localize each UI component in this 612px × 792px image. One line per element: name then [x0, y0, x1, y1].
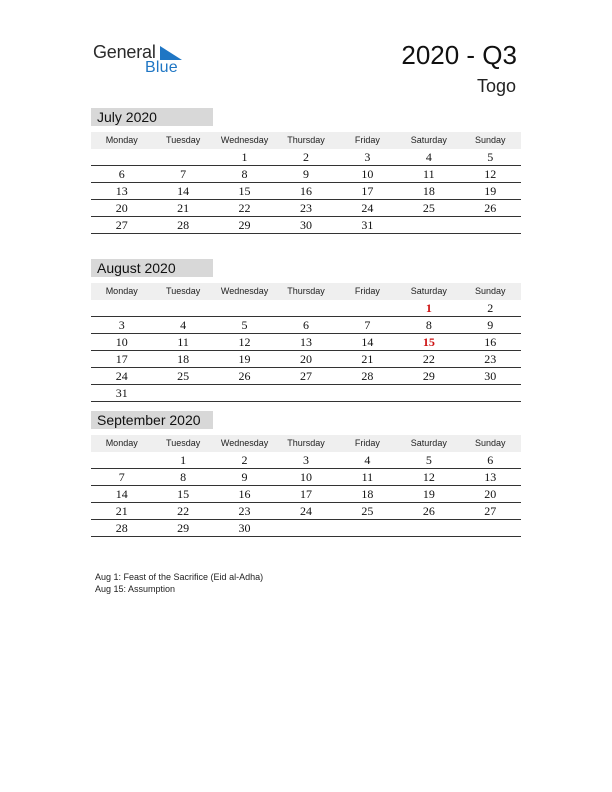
day-cell: 18 — [361, 487, 374, 501]
day-cell: 11 — [177, 335, 189, 349]
week-rows — [91, 452, 521, 537]
weekday-label: Sunday — [474, 286, 506, 296]
day-cell: 30 — [484, 369, 497, 383]
weekday-label: Friday — [354, 286, 380, 296]
weekday-label: Monday — [105, 438, 138, 448]
day-cell: 21 — [177, 201, 190, 215]
week-rows — [91, 149, 521, 234]
day-cell: 10 — [115, 335, 128, 349]
page-title: 2020 - Q3 — [401, 40, 517, 70]
day-cell: 15 — [422, 335, 435, 349]
day-cell: 28 — [115, 521, 128, 535]
day-cell: 12 — [238, 335, 251, 349]
holiday-notes — [95, 571, 263, 595]
day-cell: 1 — [425, 301, 432, 315]
brand-logo — [93, 40, 193, 80]
day-cell: 25 — [361, 504, 374, 518]
holiday-note: Aug 15: Assumption — [95, 584, 176, 594]
weekday-label: Wednesday — [220, 135, 269, 145]
day-cell — [91, 149, 152, 165]
day-cell — [214, 385, 275, 401]
day-cell: 19 — [422, 487, 435, 501]
day-cell: 27 — [484, 504, 497, 518]
weekday-label: Monday — [105, 135, 138, 145]
weekday-label: Friday — [354, 135, 380, 145]
day-cell: 6 — [487, 453, 494, 467]
day-cell: 6 — [302, 318, 309, 332]
day-cell: 27 — [115, 218, 128, 232]
day-cell: 1 — [180, 453, 187, 467]
day-cell — [398, 385, 459, 401]
day-cell: 22 — [422, 352, 435, 366]
day-cell: 27 — [299, 369, 312, 383]
week-row — [91, 351, 521, 368]
day-cell: 25 — [422, 201, 435, 215]
day-cell — [275, 300, 336, 316]
day-cell: 14 — [177, 184, 190, 198]
week-row — [91, 166, 521, 183]
day-cell: 1 — [241, 150, 248, 164]
weekday-label: Monday — [105, 286, 138, 296]
month-calendar-july — [91, 108, 521, 234]
day-cell: 3 — [302, 453, 309, 467]
week-row — [91, 520, 521, 537]
day-cell: 3 — [118, 318, 125, 332]
week-row — [91, 300, 521, 317]
day-cell: 13 — [115, 184, 128, 198]
day-cell — [460, 217, 521, 233]
day-cell — [337, 300, 398, 316]
logo-triangle-icon — [160, 46, 182, 60]
week-row — [91, 149, 521, 166]
day-cell — [460, 520, 521, 536]
month-header: August 2020 — [91, 259, 213, 277]
day-cell: 9 — [302, 167, 309, 181]
day-cell — [152, 300, 213, 316]
day-cell: 31 — [115, 386, 128, 400]
day-cell: 19 — [238, 352, 251, 366]
weekday-label: Friday — [354, 438, 380, 448]
day-cell: 9 — [241, 470, 248, 484]
day-cell: 6 — [118, 167, 125, 181]
weekday-header-row — [91, 435, 521, 452]
day-cell: 24 — [361, 201, 374, 215]
day-cell: 30 — [299, 218, 312, 232]
day-cell: 28 — [361, 369, 374, 383]
day-cell: 19 — [484, 184, 497, 198]
day-cell — [398, 217, 459, 233]
day-cell: 10 — [361, 167, 374, 181]
day-cell: 5 — [241, 318, 248, 332]
day-cell: 29 — [177, 521, 190, 535]
day-cell: 11 — [361, 470, 374, 484]
day-cell — [214, 300, 275, 316]
day-cell: 23 — [484, 352, 497, 366]
day-cell: 8 — [180, 470, 187, 484]
day-cell: 2 — [241, 453, 248, 467]
week-row — [91, 317, 521, 334]
week-row — [91, 385, 521, 402]
day-cell: 23 — [299, 201, 312, 215]
day-cell: 26 — [484, 201, 497, 215]
month-calendar-september — [91, 411, 521, 537]
day-cell: 29 — [238, 218, 251, 232]
day-cell: 2 — [302, 150, 309, 164]
day-cell — [337, 520, 398, 536]
day-cell: 13 — [484, 470, 497, 484]
day-cell: 11 — [423, 167, 435, 181]
day-cell — [91, 300, 152, 316]
day-cell: 22 — [238, 201, 251, 215]
week-row — [91, 452, 521, 469]
weekday-header-row — [91, 132, 521, 149]
day-cell: 15 — [238, 184, 251, 198]
day-cell: 31 — [361, 218, 374, 232]
day-cell: 17 — [299, 487, 312, 501]
day-cell: 17 — [361, 184, 374, 198]
day-cell: 18 — [177, 352, 190, 366]
day-cell — [398, 520, 459, 536]
week-row — [91, 217, 521, 234]
day-cell — [460, 385, 521, 401]
day-cell: 8 — [425, 318, 432, 332]
day-cell: 26 — [422, 504, 435, 518]
weekday-label: Wednesday — [220, 438, 269, 448]
day-cell: 20 — [299, 352, 312, 366]
weekday-label: Wednesday — [220, 286, 269, 296]
weekday-label: Tuesday — [166, 286, 201, 296]
day-cell: 4 — [425, 150, 432, 164]
day-cell: 5 — [487, 150, 494, 164]
weekday-label: Tuesday — [166, 438, 201, 448]
week-row — [91, 334, 521, 351]
day-cell: 12 — [422, 470, 435, 484]
day-cell: 26 — [238, 369, 251, 383]
week-row — [91, 183, 521, 200]
day-cell: 12 — [484, 167, 497, 181]
day-cell: 14 — [115, 487, 128, 501]
day-cell: 4 — [180, 318, 187, 332]
day-cell: 9 — [487, 318, 494, 332]
month-header: July 2020 — [91, 108, 213, 126]
weekday-label: Thursday — [287, 438, 325, 448]
day-cell: 18 — [422, 184, 435, 198]
day-cell: 21 — [361, 352, 374, 366]
weekday-label: Sunday — [474, 438, 506, 448]
day-cell — [152, 149, 213, 165]
day-cell — [337, 385, 398, 401]
day-cell: 29 — [422, 369, 435, 383]
day-cell — [152, 385, 213, 401]
day-cell: 13 — [299, 335, 312, 349]
day-cell: 24 — [299, 504, 312, 518]
day-cell: 3 — [364, 150, 371, 164]
day-cell: 21 — [115, 504, 128, 518]
weekday-label: Saturday — [410, 438, 447, 448]
day-cell: 8 — [241, 167, 248, 181]
day-cell — [275, 520, 336, 536]
week-row — [91, 486, 521, 503]
day-cell: 7 — [364, 318, 371, 332]
day-cell: 16 — [299, 184, 312, 198]
country-name: Togo — [476, 76, 516, 96]
day-cell: 24 — [115, 369, 128, 383]
day-cell: 20 — [484, 487, 497, 501]
day-cell: 7 — [118, 470, 125, 484]
month-calendar-august — [91, 259, 521, 402]
day-cell: 10 — [299, 470, 312, 484]
holiday-note: Aug 1: Feast of the Sacrifice (Eid al-Adha) — [95, 572, 264, 582]
week-row — [91, 368, 521, 385]
weekday-label: Thursday — [287, 286, 325, 296]
day-cell: 14 — [361, 335, 374, 349]
month-header: September 2020 — [91, 411, 213, 429]
weekday-label: Thursday — [287, 135, 325, 145]
day-cell: 20 — [115, 201, 128, 215]
day-cell: 4 — [364, 453, 371, 467]
day-cell: 17 — [115, 352, 128, 366]
day-cell — [275, 385, 336, 401]
week-row — [91, 503, 521, 520]
logo-text-blue: Blue — [145, 59, 178, 76]
day-cell: 25 — [177, 369, 190, 383]
week-row — [91, 200, 521, 217]
day-cell: 22 — [177, 504, 190, 518]
weekday-label: Saturday — [410, 286, 447, 296]
weekday-label: Tuesday — [166, 135, 201, 145]
day-cell: 5 — [425, 453, 432, 467]
logo-text-general: General — [93, 42, 156, 62]
day-cell — [91, 452, 152, 468]
day-cell: 16 — [238, 487, 251, 501]
day-cell: 16 — [484, 335, 497, 349]
day-cell: 23 — [238, 504, 251, 518]
weekday-label: Sunday — [474, 135, 506, 145]
week-rows — [91, 300, 521, 402]
weekday-label: Saturday — [410, 135, 447, 145]
week-row — [91, 469, 521, 486]
day-cell: 7 — [180, 167, 187, 181]
day-cell: 28 — [177, 218, 190, 232]
weekday-header-row — [91, 283, 521, 300]
day-cell: 15 — [177, 487, 190, 501]
day-cell: 2 — [487, 301, 494, 315]
day-cell: 30 — [238, 521, 251, 535]
